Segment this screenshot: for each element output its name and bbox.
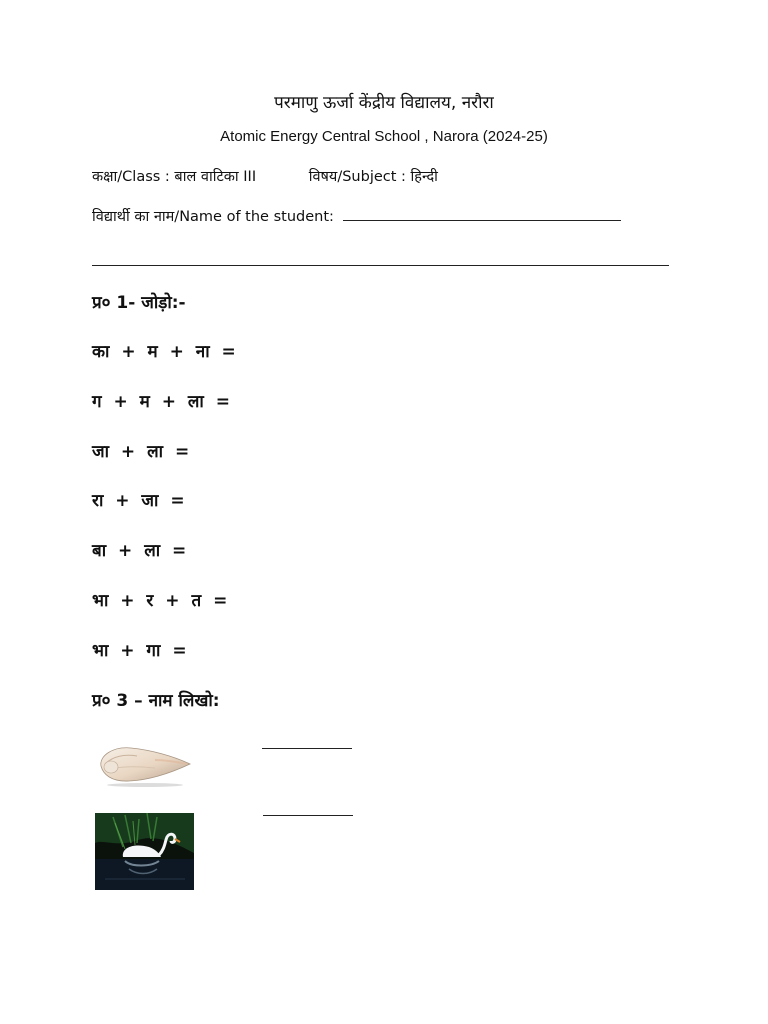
- join-item: का + म + ना =: [92, 342, 236, 362]
- subject-label: विषय/Subject : हिन्दी: [308, 169, 438, 185]
- student-name-blank[interactable]: [343, 208, 621, 221]
- class-label: कक्षा/Class : बाल वाटिका III: [92, 169, 257, 185]
- join-item: जा + ला =: [92, 442, 190, 462]
- student-name-row: [92, 206, 621, 226]
- join-item: भा + गा =: [92, 641, 187, 661]
- school-name-hindi: परमाणु ऊर्जा केंद्रीय विद्यालय, नरौरा: [274, 93, 494, 113]
- question-3-heading: प्र० 3 – नाम लिखो:: [92, 691, 220, 711]
- swan-picture: [95, 813, 194, 890]
- answer-blank-1[interactable]: [262, 748, 352, 749]
- shell-icon: [95, 738, 195, 788]
- student-name-label: विद्यार्थी का नाम/Name of the student:: [92, 209, 339, 225]
- join-item: ग + म + ला =: [92, 392, 230, 412]
- join-item: रा + जा =: [92, 491, 185, 511]
- class-subject-row: [92, 166, 438, 186]
- swan-icon: [95, 813, 194, 890]
- join-item: भा + र + त =: [92, 591, 228, 611]
- question-1-heading: प्र० 1- जोड़ो:-: [92, 293, 186, 313]
- shell-picture: [95, 738, 195, 788]
- school-name-english: Atomic Energy Central School , Narora (2024-25): [220, 128, 548, 145]
- join-item: बा + ला =: [92, 541, 187, 561]
- answer-blank-2[interactable]: [263, 815, 353, 816]
- separator-line: [92, 265, 669, 266]
